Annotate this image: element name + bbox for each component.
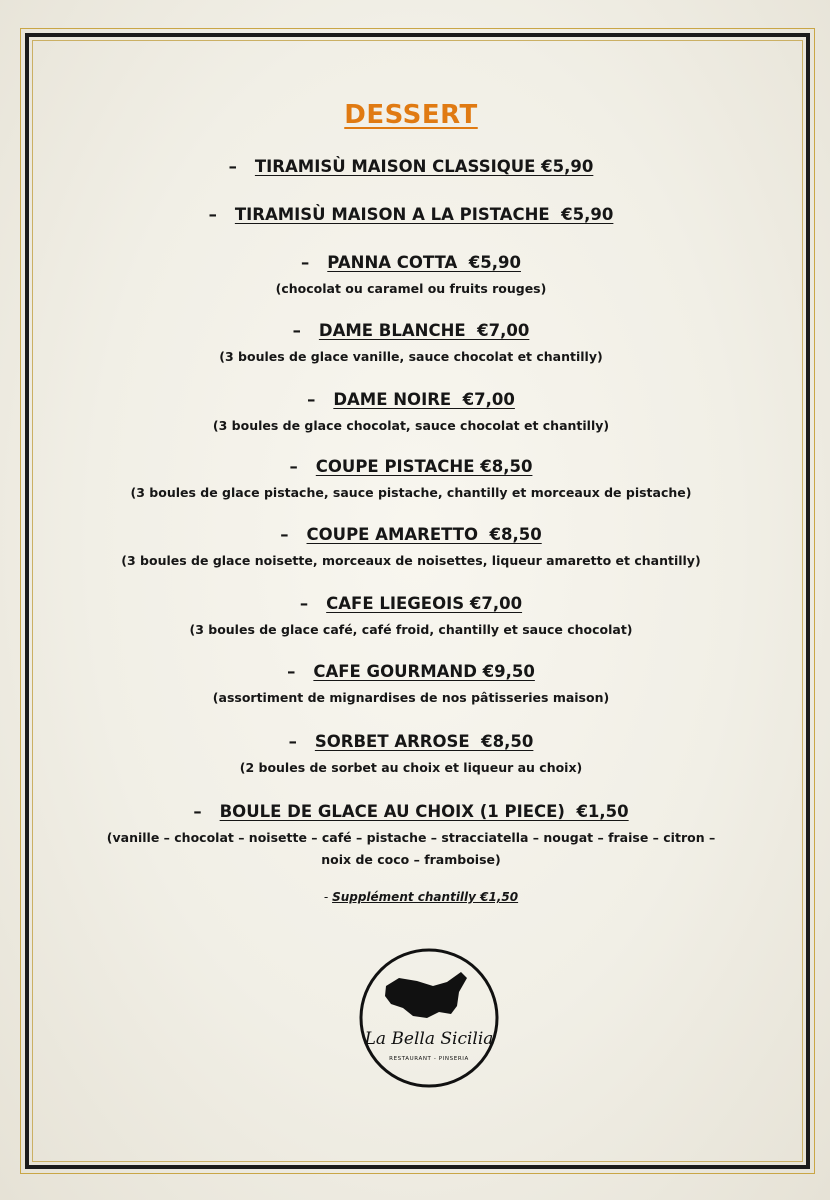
item-dash: – [193,802,202,821]
item-description: (3 boules de glace chocolat, sauce chocolat et chantilly) [212,418,610,433]
item-name: TIRAMISÙ MAISON CLASSIQUE €5,90 [254,157,594,176]
item-dash: – [301,253,310,272]
item-description: (3 boules de glace vanille, sauce chocolat et chantilly) [219,349,603,364]
menu-item [0,802,822,871]
item-description: (3 boules de glace noisette, morceaux de noisettes, liqueur amaretto et chantilly) [121,553,701,568]
item-dash: – [288,732,297,751]
logo-name: La Bella Sicilia [364,1029,494,1049]
item-description: (chocolat ou caramel ou fruits rouges) [275,281,547,296]
supplement-text: Supplément chantilly €1,50 [332,890,519,904]
item-name: COUPE PISTACHE €8,50 [315,457,533,476]
item-dash: – [299,594,309,613]
menu-item [0,662,822,709]
menu-item [0,253,822,300]
item-description: (3 boules de glace pistache, sauce pistache, chantilly et morceaux de pistache) [130,485,692,500]
supplement-note [0,890,830,904]
item-description: (vanille – chocolat – noisette – café – pistache – stracciatella – nougat – fraise – citron – noix de coco – framboise) [106,830,716,867]
sicily-island-shape [385,972,467,1018]
item-name: CAFE LIEGEOIS €7,00 [326,594,523,613]
item-name: PANNA COTTA €5,90 [327,253,521,272]
item-name: COUPE AMARETTO €8,50 [306,525,542,544]
item-name: TIRAMISÙ MAISON A LA PISTACHE €5,90 [234,205,614,224]
logo-subtitle: RESTAURANT - PINSERIA [389,1056,469,1062]
item-dash: – [287,662,296,681]
item-description: (3 boules de glace café, café froid, chantilly et sauce chocolat) [189,622,633,637]
restaurant-logo [359,948,499,1088]
item-dash: – [208,205,217,224]
item-name: CAFE GOURMAND €9,50 [313,662,535,681]
menu-item [0,594,822,641]
item-dash: – [280,525,289,544]
menu-item [0,525,822,572]
item-name: DAME NOIRE €7,00 [333,390,515,409]
item-dash: – [292,321,301,340]
sicily-logo-icon [359,948,499,1088]
menu-item [0,157,822,176]
menu-item [0,390,822,437]
item-name: BOULE DE GLACE AU CHOIX (1 PIECE) €1,50 [219,802,629,821]
item-description: (2 boules de sorbet au choix et liqueur au choix) [239,760,583,775]
menu-title: DESSERT [344,100,478,130]
item-dash: – [307,390,316,409]
menu-item [0,457,822,504]
item-description: (assortiment de mignardises de nos pâtisseries maison) [212,690,610,705]
menu-item [0,321,822,368]
item-dash: – [228,157,237,176]
item-name: DAME BLANCHE €7,00 [318,321,530,340]
supplement-dash: - [323,890,329,904]
menu-item [0,732,822,779]
item-name: SORBET ARROSE €8,50 [314,732,534,751]
menu-item [0,205,822,224]
item-dash: – [289,457,298,476]
